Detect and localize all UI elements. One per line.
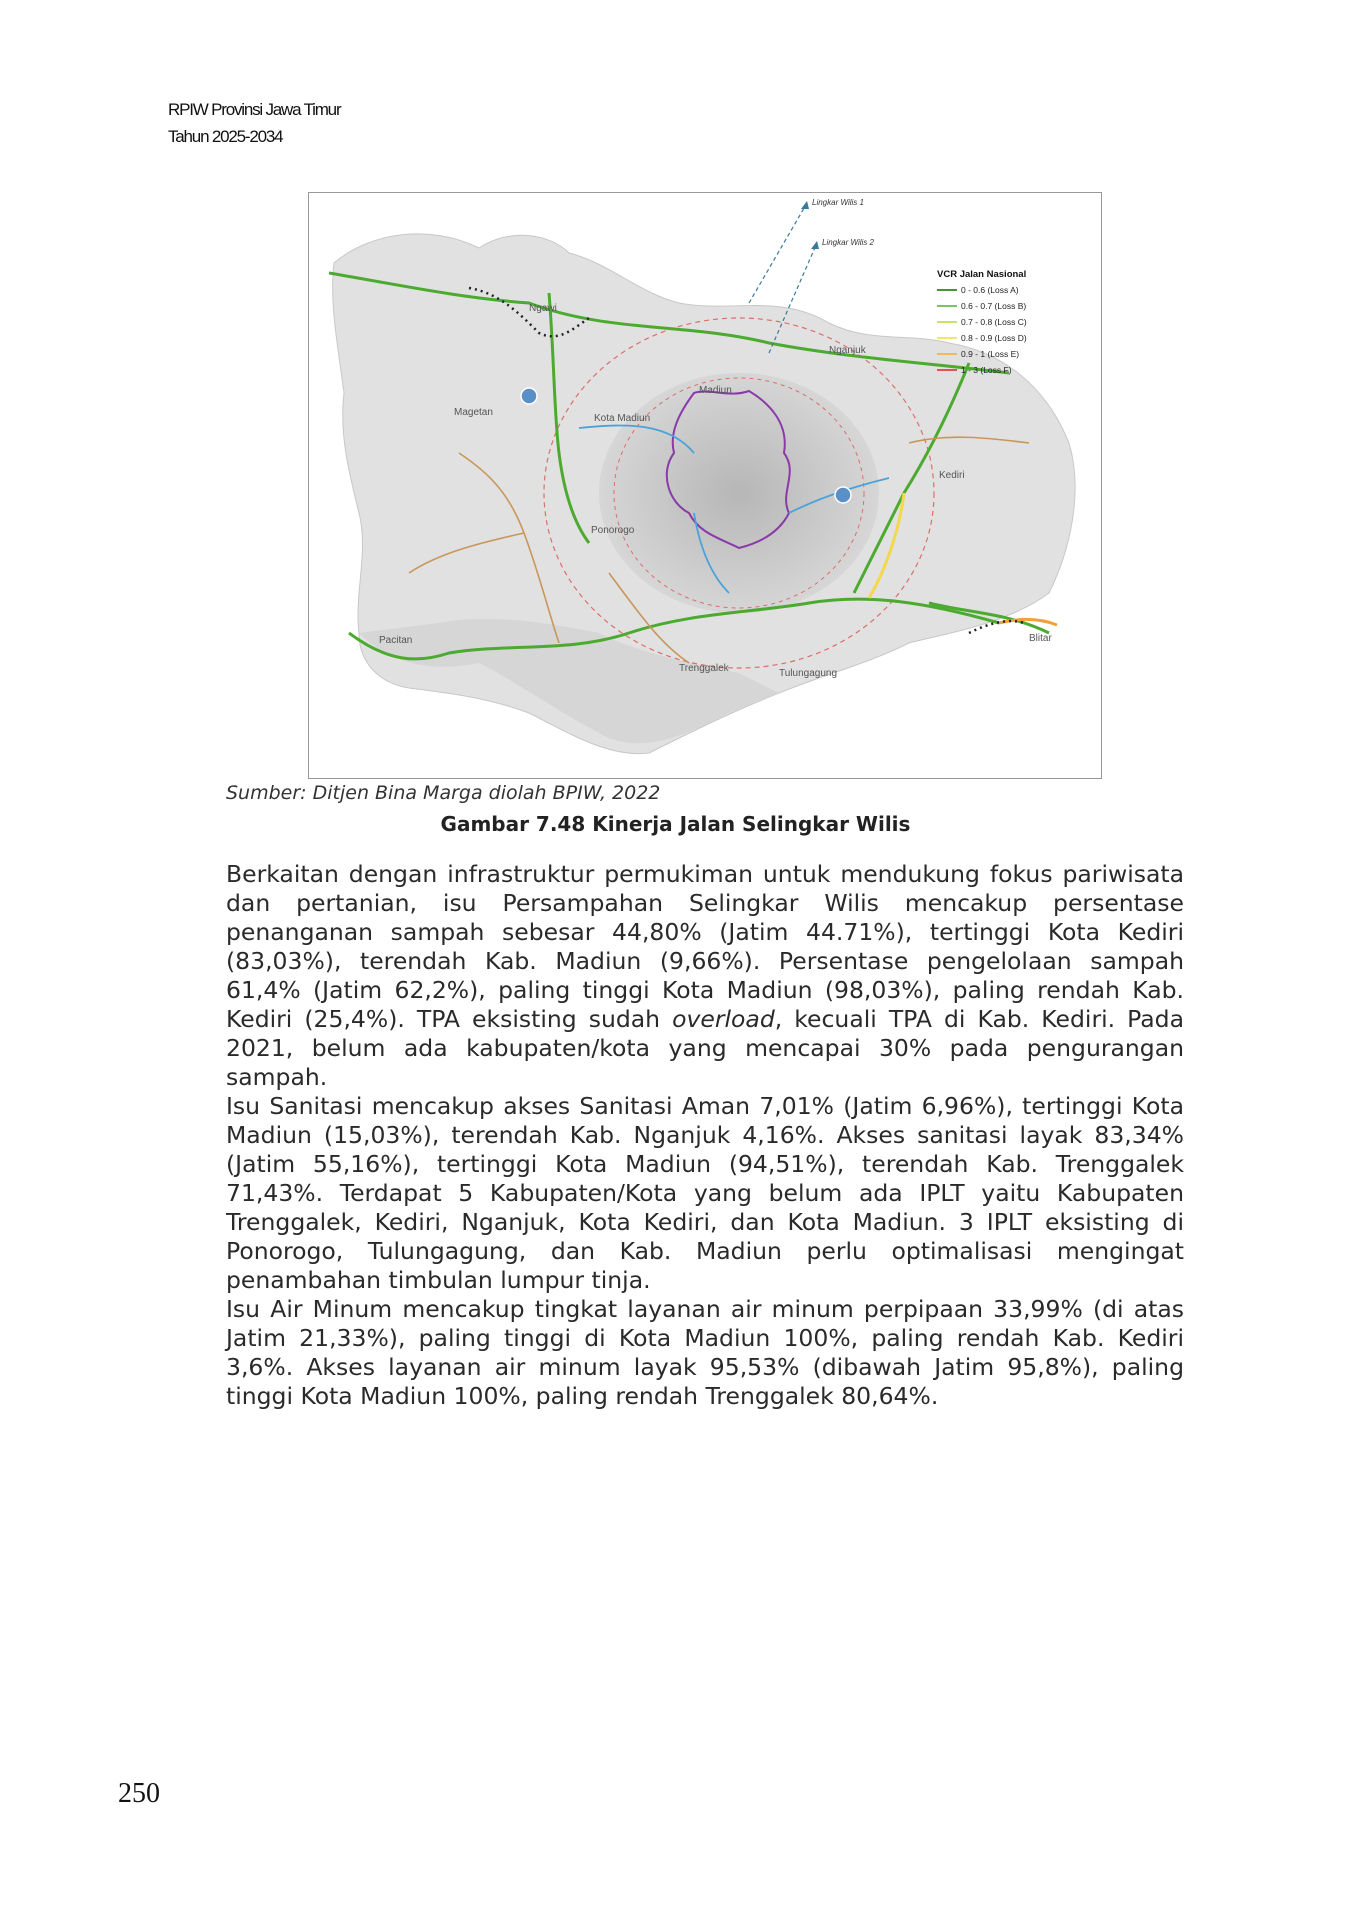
paragraph-waste-part1: Berkaitan dengan infrastruktur permukiman untuk mendukung fokus pariwisata dan pertanian, isu Persampahan Selingkar Wilis mencakup persentase penanganan sampah sebesar 44,80% (Jatim 44.71%), tertinggi Kota Kediri (83,03%), terendah Kab. Madiun (9,66%). Persentase pengelolaan sampah 61,4% (Jatim 62,2%), paling tinggi Kota Madiun (98,03%), paling rendah Kab. Kediri (25,4%). TPA eksisting sudah bbox=[226, 860, 1184, 1033]
page-number: 250 bbox=[118, 1778, 160, 1809]
arrow-label-1: Lingkar Wilis 1 bbox=[812, 198, 864, 207]
road-performance-map bbox=[308, 192, 1102, 779]
figure-source: Sumber: Ditjen Bina Marga diolah BPIW, 2022 bbox=[226, 782, 661, 804]
paragraph-water: Isu Air Minum mencakup tingkat layanan air minum perpipaan 33,99% (di atas Jatim 21,33%), paling tinggi di Kota Madiun 100%, paling rendah Kab. Kediri 3,6%. Akses layanan air minum layak 95,53% (dibawah Jatim 95,8%), paling tinggi Kota Madiun 100%, paling rendah Trenggalek 80,64%. bbox=[226, 1295, 1184, 1410]
place-label: Blitar bbox=[1029, 633, 1052, 644]
legend-item-e: 0.9 - 1 (Loss E) bbox=[961, 349, 1020, 359]
legend-item-d: 0.8 - 0.9 (Loss D) bbox=[961, 333, 1027, 343]
place-label: Pacitan bbox=[379, 635, 413, 646]
paragraph-waste-italic: overload bbox=[672, 1005, 775, 1033]
legend-item-b: 0.6 - 0.7 (Loss B) bbox=[961, 301, 1027, 311]
header-title: RPIW Provinsi Jawa Timur bbox=[168, 100, 341, 119]
arrow-head-2 bbox=[811, 241, 819, 249]
legend-title: VCR Jalan Nasional bbox=[937, 269, 1027, 280]
arrow-lingkar-1 bbox=[749, 203, 807, 303]
place-label: Trenggalek bbox=[679, 663, 729, 674]
legend-item-f: 1 - 3 (Loss F) bbox=[961, 365, 1012, 375]
map-graphic bbox=[309, 193, 1101, 778]
place-label: Madiun bbox=[699, 385, 732, 396]
place-label: Kota Madiun bbox=[594, 413, 651, 424]
airport-icon bbox=[835, 487, 851, 503]
body-text bbox=[226, 860, 1184, 1411]
place-label: Nganjuk bbox=[829, 345, 866, 356]
place-label: Ponorogo bbox=[591, 525, 635, 536]
paragraph-sanitation: Isu Sanitasi mencakup akses Sanitasi Aman 7,01% (Jatim 6,96%), tertinggi Kota Madiun (15,03%), terendah Kab. Nganjuk 4,16%. Akses sanitasi layak 83,34% (Jatim 55,16%), tertinggi Kota Madiun (94,51%), terendah Kab. Trenggalek 71,43%. Terdapat 5 Kabupaten/Kota yang belum ada IPLT yaitu Kabupaten Trenggalek, Kediri, Nganjuk, Kota Kediri, dan Kota Madiun. 3 IPLT eksisting di Ponorogo, Tulungagung, dan Kab. Madiun perlu optimalisasi mengingat penambahan timbulan lumpur tinja. bbox=[226, 1092, 1184, 1294]
paragraph-waste-part2: , kecuali TPA di Kab. Kediri. Pada 2021, belum ada kabupaten/kota yang mencapai 30% pada pengurangan sampah. bbox=[226, 1005, 1184, 1091]
place-label: Tulungagung bbox=[779, 668, 838, 679]
place-label: Magetan bbox=[454, 407, 493, 418]
running-header bbox=[168, 96, 340, 150]
arrow-head-1 bbox=[801, 201, 809, 209]
figure-caption: Gambar 7.48 Kinerja Jalan Selingkar Wilis bbox=[440, 812, 911, 836]
place-label: Kediri bbox=[939, 470, 965, 481]
header-years: Tahun 2025-2034 bbox=[168, 127, 283, 146]
legend-item-a: 0 - 0.6 (Loss A) bbox=[961, 285, 1019, 295]
place-label: Ngawi bbox=[529, 303, 557, 314]
arrow-label-2: Lingkar Wilis 2 bbox=[822, 238, 874, 247]
paragraph-waste bbox=[226, 860, 1184, 1092]
airport-icon bbox=[521, 388, 537, 404]
legend-item-c: 0.7 - 0.8 (Loss C) bbox=[961, 317, 1027, 327]
